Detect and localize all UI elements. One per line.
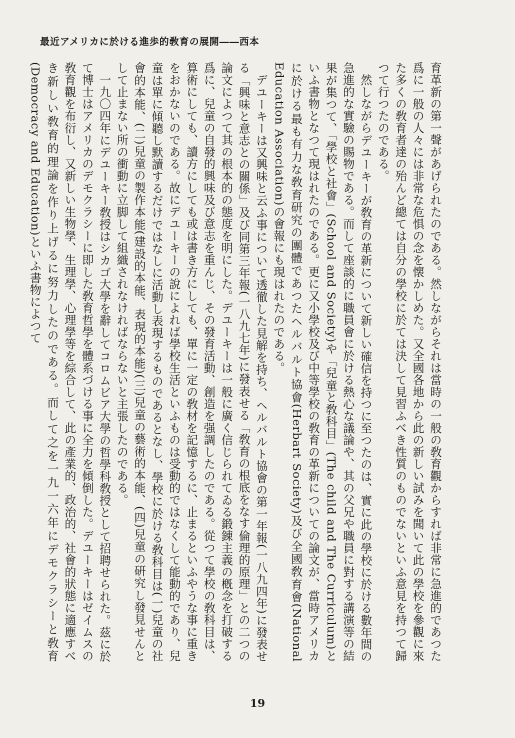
running-header: 最近アメリカに於ける進歩的敎育の展開――西本 [40, 37, 260, 48]
body-text [28, 62, 444, 662]
paragraph: デユーキーは又興味と云ふ事について透徹した見解を持ち、ヘルバルト協會の第一年報(一八九四年)に發表せる「興味と意志との關係」及び同第三年報(一八九七年)に發表せる「敎育の根底をなす倫理的原理」との二つの論文によつて其の根本的の態度を明にした。デユーキーは一般に廣く信じられてゐる鍛錬主義の槪念を打破する爲に、兒童の自發的興味及び意志を重んじ、その發育活動、創造を强調したのである。從つて學校の敎科目は、算術にしても、讀方にしても或は書き方にしても、單に一定の敎材を記憶するに、止まるといふやうな事に重きをおかないのである。故にデユーキーの說によれば學校生活といふものは受動的ではなくして能動的であり、兒童は單に傾聽し默讀するだけではなしに活動し表現するものであるとなし、學校に於ける敎科目は(一)兒童の社會的本能、(二)兒童の製作本能(建設的本能、表現的本能)(三)兒童の藝術的本能、(四)兒童の硏究し發見せんとして止まない所の衝動に立脚して組織されなければならないと主張したのである。 [115, 62, 269, 662]
paragraph: 育革新の第一聲があげられたのである。然しながらそれは當時の一般の敎育觀からすれば非常に急進的であつた爲に一般の人々には非常な危惧の念を懐かしめた。又全國各地から此の新しい試みを聞いて此の學校を參觀に來た多くの敎育者達の殆んど總ては自分の學校に於ては決して見習ふべき性質のものでないといふ意見を持つて歸つて行つたのである。 [376, 62, 443, 662]
paragraph: 然しながらデユーキーが敎育の革新について新しい確信を持つに至つたのは、實に此の學校に於ける數年間の急進的な實驗の賜物である。而して座談的に職員會に於ける熱心な議論や、其の父兄や職員に對する講演等の結果が集つて、「學校と社會」(School and Society)や「兒童と敎科目」(The child and The Curriculum)といふ書物となつて現はれたのである。更に又小學校及び中等學校の敎育の革新についての論文が、當時アメリカに於ける最も有力な敎育研究の團體であつたヘルバルト協會(Herbart Society)及び全國敎育會(National Education Association)の會報にも現はれたのである。 [272, 62, 374, 662]
page-number: 19 [249, 697, 266, 710]
paragraph: 一九〇四年にデユーキー敎授はシカゴ大學を辭してコロムビア大學の哲學科敎授として招聘せられた。茲に於て博士はアメリカのデモクラシーに即した敎育哲學を體系づける事に全力を傾倒した。デユーキーはゼイムスの敎育觀を布衍し、又新しい生物學、生理學、心理學等を綜合して、此の產業的、政治的、社會的狀態に適應すべき新しい敎育的理論を作り上げるに努力したのである。而して之を一九一六年にデモクラシーと敎育(Democracy and Education)といふ書物によつて [28, 62, 113, 662]
